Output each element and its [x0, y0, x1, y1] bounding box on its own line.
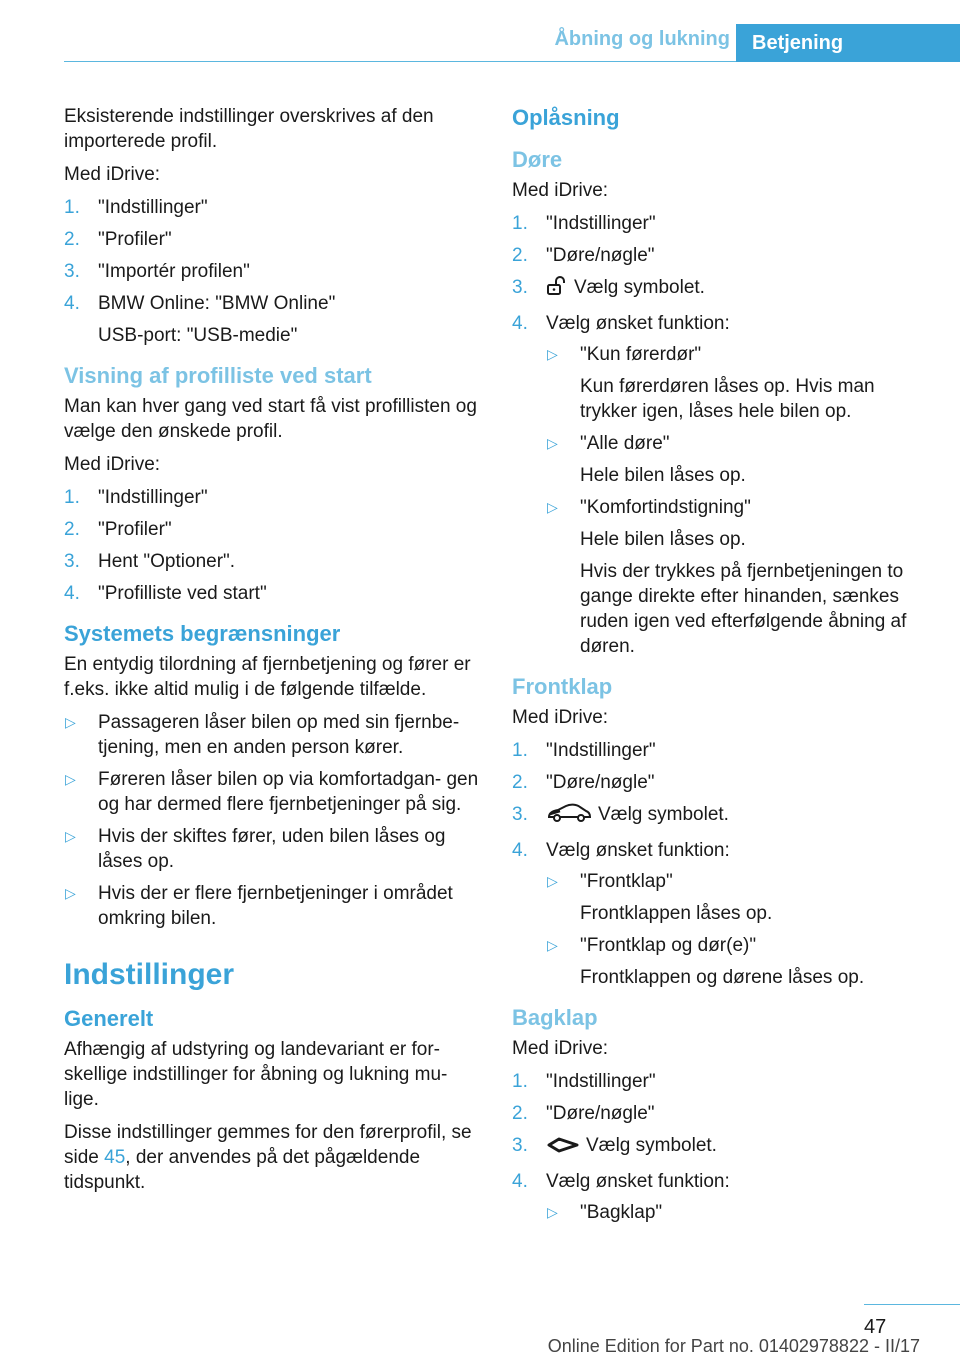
heading-generelt: Generelt [64, 1006, 154, 1031]
option-description: Hvis der trykkes på fjernbetjeningen to gange direkte efter hinanden, sænkes ruden igen ved efterfølgende åbning af døren. [580, 561, 907, 657]
unlock-icon [546, 275, 568, 304]
list-number: 2. [512, 1103, 528, 1124]
list-item [512, 243, 928, 268]
list-number: 4. [512, 840, 528, 861]
heading-frontklap: Frontklap [512, 674, 613, 699]
right-column [512, 104, 928, 1233]
list-item [64, 259, 480, 284]
list-item [512, 311, 928, 659]
list-item [64, 881, 480, 931]
option-description: Kun førerdøren låses op. Hvis man trykker igen, låses hele bilen op. [580, 376, 875, 422]
list-number: 4. [512, 313, 528, 334]
list-text: "Profiler" [98, 519, 172, 540]
paragraph: Med iDrive: [512, 1038, 609, 1059]
list-text: "Indstillinger" [98, 197, 208, 218]
list-text: Passageren låser bilen op med sin fjernbe- tjening, men en anden person kører. [98, 712, 460, 758]
list-number: 1. [512, 1071, 528, 1092]
page-number: 47 [864, 1316, 887, 1338]
paragraph: Man kan hver gang ved start få vist profillisten og vælge den ønskede profil. [64, 396, 477, 442]
list-text: Føreren låser bilen op via komfortadgan- gen og har dermed flere fjernbetjeninger på sig. [98, 769, 479, 815]
list-text: Vælg ønsket funktion: [546, 1171, 730, 1192]
list-number: 1. [64, 197, 80, 218]
list-item [512, 770, 928, 795]
list-text: "Døre/nøgle" [546, 772, 655, 793]
list-item [512, 802, 928, 831]
option-description: Frontklappen låses op. [580, 903, 773, 924]
list-number: 1. [512, 213, 528, 234]
list-number: 3. [64, 551, 80, 572]
heading-bagklap: Bagklap [512, 1005, 598, 1030]
option-label: "Kun førerdør" [580, 344, 702, 365]
list-text: BMW Online: "BMW Online" [98, 293, 336, 314]
heading-visning: Visning af profilliste ved start [64, 363, 372, 388]
paragraph: Eksisterende indstillinger overskrives af den importerede profil. [64, 106, 434, 152]
paragraph-text: , der anvendes på det pågældende tidspunkt. [64, 1147, 421, 1193]
list-text: "Indstillinger" [98, 487, 208, 508]
list-number: 2. [512, 772, 528, 793]
list-item [64, 227, 480, 252]
paragraph: Med iDrive: [512, 707, 609, 728]
list-text: "Indstillinger" [546, 1071, 656, 1092]
paragraph-text: Disse indstillinger gemmes for den førerprofil, se side [64, 1122, 472, 1168]
list-item [546, 1200, 928, 1225]
list-item [512, 211, 928, 236]
list-item [512, 1069, 928, 1094]
option-label: "Alle døre" [580, 433, 670, 454]
option-list [546, 1200, 928, 1225]
list-item [546, 342, 928, 424]
list-item [64, 824, 480, 874]
list-text: Vælg ønsket funktion: [546, 840, 730, 861]
page-reference-link[interactable]: 45 [104, 1147, 126, 1168]
triangle-bullet-icon: ▷ [547, 1204, 558, 1220]
option-label: "Komfortindstigning" [580, 497, 751, 518]
paragraph: Afhængig af udstyring og landevariant er for- skellige indstillinger for åbning og lukning mu- lige. [64, 1039, 448, 1110]
option-description: Frontklappen og dørene låses op. [580, 967, 865, 988]
heading-oplasning: Oplåsning [512, 105, 620, 130]
list-item [546, 933, 928, 990]
list-text: "Indstillinger" [546, 740, 656, 761]
list-number: 4. [512, 1171, 528, 1192]
list-item [64, 767, 480, 817]
list-text: "Importér profilen" [98, 261, 250, 282]
list-item [64, 291, 480, 348]
list-text: Vælg ønsket funktion: [546, 313, 730, 334]
list-number: 1. [512, 740, 528, 761]
numbered-list [512, 738, 928, 990]
list-item [64, 549, 480, 574]
list-number: 1. [64, 487, 80, 508]
list-text: Hent "Optioner". [98, 551, 236, 572]
list-item [546, 431, 928, 488]
paragraph: En entydig tilordning af fjernbetjening og fører er f.eks. ikke altid mulig i de følgende tilfælde. [64, 654, 471, 700]
list-item [512, 1133, 928, 1162]
list-item [512, 838, 928, 990]
list-item [546, 869, 928, 926]
option-description: Hele bilen låses op. [580, 465, 746, 486]
heading-indstillinger: Indstillinger [64, 958, 235, 991]
list-item [512, 1101, 928, 1126]
list-number: 4. [64, 583, 80, 604]
triangle-bullet-icon: ▷ [547, 346, 558, 362]
list-number: 4. [64, 293, 80, 314]
paragraph: Med iDrive: [64, 454, 161, 475]
option-label: "Bagklap" [580, 1202, 663, 1223]
footer-rule [864, 1304, 960, 1305]
numbered-list [512, 1069, 928, 1225]
list-item [512, 738, 928, 763]
triangle-bullet-icon: ▷ [547, 435, 558, 451]
triangle-bullet-icon: ▷ [547, 873, 558, 889]
list-item [64, 581, 480, 606]
numbered-list [64, 485, 480, 606]
left-column [64, 104, 480, 1203]
paragraph: Med iDrive: [512, 180, 609, 201]
list-text: "Døre/nøgle" [546, 1103, 655, 1124]
list-text: Hvis der skiftes fører, uden bilen låses og låses op. [98, 826, 446, 872]
list-number: 3. [512, 1135, 528, 1156]
chapter-tab: Betjening [736, 24, 960, 62]
triangle-bullet-icon: ▷ [547, 499, 558, 515]
numbered-list [64, 195, 480, 348]
list-item [64, 195, 480, 220]
heading-systemets: Systemets begrænsninger [64, 621, 341, 646]
heading-dore: Døre [512, 147, 563, 172]
triangle-bullet-icon: ▷ [65, 771, 76, 787]
car-front-icon [546, 802, 592, 831]
page-header [0, 24, 960, 62]
option-description: Hele bilen låses op. [580, 529, 746, 550]
list-number: 2. [64, 519, 80, 540]
header-rule [64, 61, 736, 62]
list-number: 2. [512, 245, 528, 266]
list-text: Vælg symbolet. [586, 1135, 717, 1156]
list-text: "Profiler" [98, 229, 172, 250]
paragraph [64, 1120, 480, 1195]
list-subtext: USB-port: "USB-medie" [98, 325, 298, 346]
list-item [64, 485, 480, 510]
list-item [546, 495, 928, 659]
chapter-section-title: Åbning og lukning [554, 28, 730, 50]
list-number: 3. [512, 277, 528, 298]
list-number: 2. [64, 229, 80, 250]
list-item [512, 1169, 928, 1225]
list-text: "Døre/nøgle" [546, 245, 655, 266]
triangle-bullet-icon: ▷ [65, 714, 76, 730]
option-list [546, 869, 928, 990]
numbered-list [512, 211, 928, 659]
paragraph: Med iDrive: [64, 164, 161, 185]
list-item [64, 517, 480, 542]
triangle-bullet-icon: ▷ [65, 885, 76, 901]
list-text: Hvis der er flere fjernbetjeninger i området omkring bilen. [98, 883, 453, 929]
list-text: Vælg symbolet. [574, 277, 705, 298]
list-text: "Profilliste ved start" [98, 583, 267, 604]
edition-footer: Online Edition for Part no. 01402978822 - II/17 [547, 1336, 920, 1356]
triangle-bullet-icon: ▷ [65, 828, 76, 844]
list-item [512, 275, 928, 304]
list-text: "Indstillinger" [546, 213, 656, 234]
bullet-list [64, 710, 480, 931]
list-number: 3. [512, 804, 528, 825]
car-rear-icon [546, 1135, 580, 1162]
option-label: "Frontklap" [580, 871, 673, 892]
option-label: "Frontklap og dør(e)" [580, 935, 757, 956]
triangle-bullet-icon: ▷ [547, 937, 558, 953]
list-text: Vælg symbolet. [598, 804, 729, 825]
list-item [64, 710, 480, 760]
list-number: 3. [64, 261, 80, 282]
option-list [546, 342, 928, 659]
